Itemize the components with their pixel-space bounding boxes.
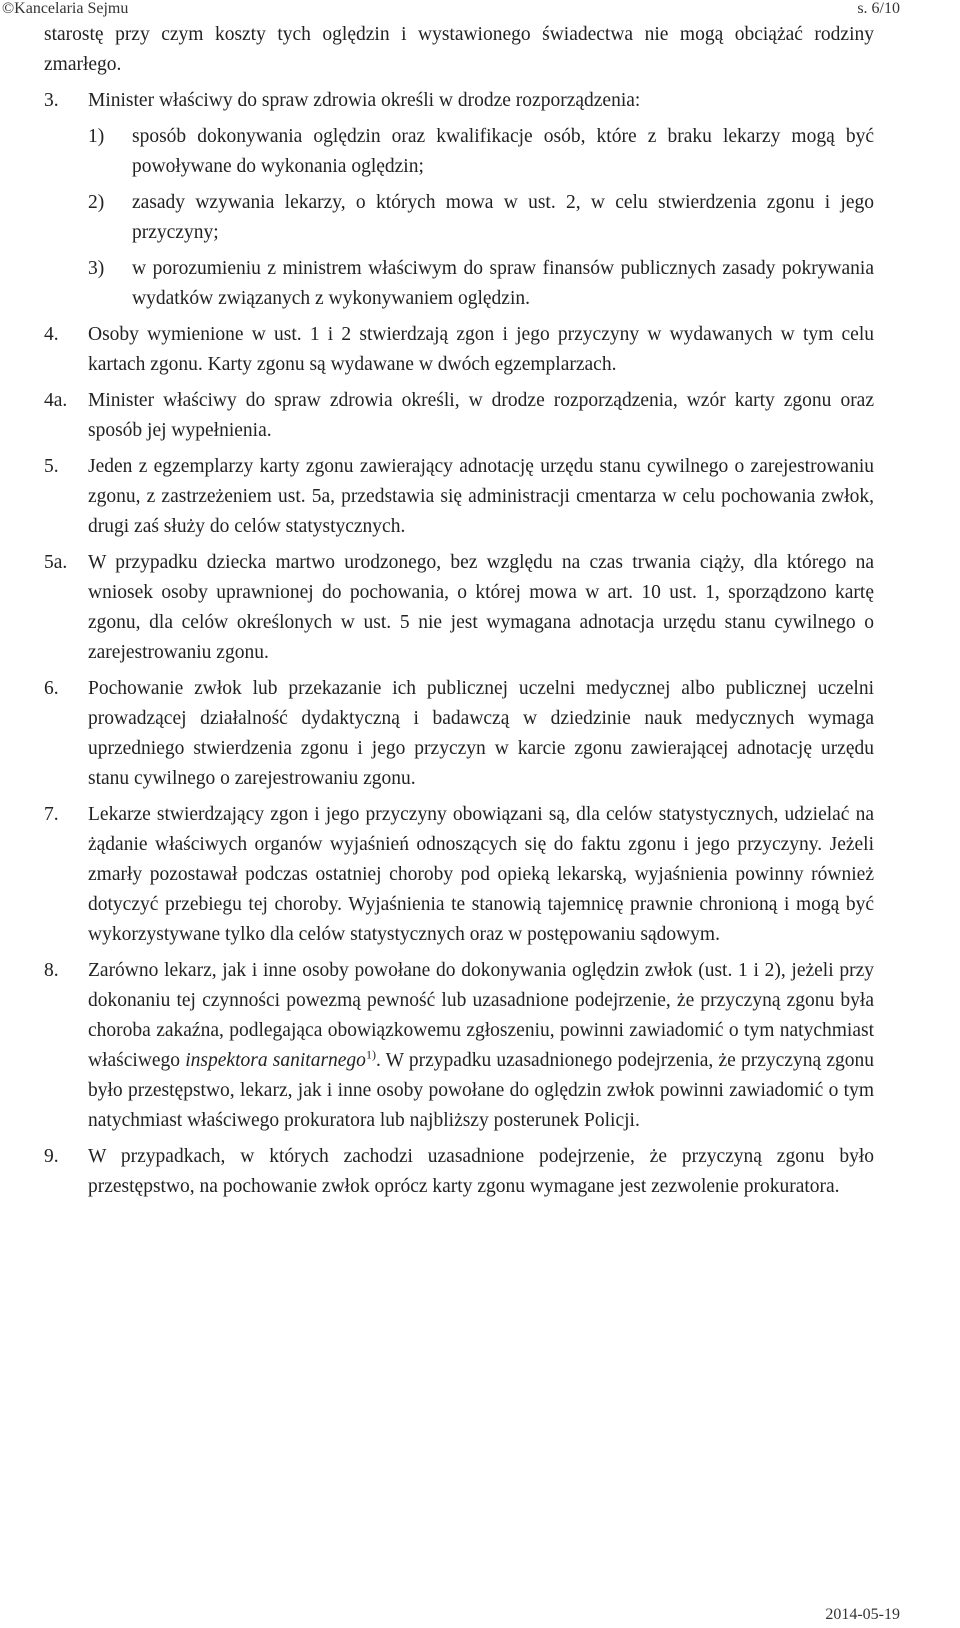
paragraph-3-item-2 <box>88 188 874 248</box>
paragraph-number: 5a. <box>44 552 68 573</box>
paragraph-text: Minister właściwy do spraw zdrowia określi w drodze rozporządzenia: <box>88 90 641 111</box>
item-text: zasady wzywania lekarzy, o których mowa w ust. 2, w celu stwierdzenia zgonu i jego przyczyny; <box>132 192 874 243</box>
item-text: sposób dokonywania oględzin oraz kwalifikacje osób, które z braku lekarzy mogą być powoływane do wykonania oględzin; <box>132 126 874 177</box>
item-number: 1) <box>88 126 105 147</box>
paragraph-number: 6. <box>44 678 59 699</box>
italic-term: inspektora sanitarnego <box>185 1050 366 1071</box>
paragraph-text: W przypadku dziecka martwo urodzonego, bez względu na czas trwania ciąży, dla którego na wniosek osoby uprawnionej do pochowania, o której mowa w art. 10 ust. 1, sporządzono kartę zgonu, dla celów określonych w ust. 5 nie jest wymagana adnotacja urzędu stanu cywilnego o zarejestrowaniu zgonu. <box>88 552 874 663</box>
paragraph-number: 4. <box>44 324 59 345</box>
paragraph-4a <box>44 386 874 446</box>
paragraph-text: Osoby wymienione w ust. 1 i 2 stwierdzają zgon i jego przyczyny w wydawanych w tym celu kartach zgonu. Karty zgonu są wydawane w dwóch egzemplarzach. <box>88 324 874 375</box>
document-body <box>44 20 874 1202</box>
paragraph-7 <box>44 800 874 950</box>
paragraph-8 <box>44 956 874 1136</box>
paragraph-5a <box>44 548 874 668</box>
paragraph-9 <box>44 1142 874 1202</box>
paragraph-text: Lekarze stwierdzający zgon i jego przyczyny obowiązani są, dla celów statystycznych, udzielać na żądanie właściwych organów wyjaśnień odnoszących się do faktu zgonu i jego przyczyny. Jeżeli zmarły pozostawał podczas ostatniej choroby pod opieką lekarską, wyjaśnienia powinny również dotyczyć przebiegu tej choroby. Wyjaśnienia te stanowią tajemnicę prawnie chronioną i mogą być wykorzystywane tylko dla celów statystycznych oraz w postępowaniu sądowym. <box>88 804 874 945</box>
page-number: s. 6/10 <box>857 0 900 17</box>
paragraph-text: Minister właściwy do spraw zdrowia określi, w drodze rozporządzenia, wzór karty zgonu oraz sposób jej wypełnienia. <box>88 390 874 441</box>
paragraph-3-item-3 <box>88 254 874 314</box>
item-number: 3) <box>88 258 105 279</box>
footer-date: 2014-05-19 <box>825 1606 900 1623</box>
paragraph-number: 5. <box>44 456 59 477</box>
footnote-ref[interactable]: 1) <box>365 1047 376 1062</box>
paragraph-number: 3. <box>44 90 59 111</box>
item-number: 2) <box>88 192 105 213</box>
copyright-label: ©Kancelaria Sejmu <box>2 0 129 17</box>
paragraph-text: Zarówno lekarz, jak i inne osoby powołane do dokonywania oględzin zwłok (ust. 1 i 2), jeżeli przy dokonaniu tej czynności powezmą pewność lub uzasadnione podejrzenie, że przyczyną zgonu była choroba zakaźna, podlegająca obowiązkowemu zgłoszeniu, powinni zawiadomić o tym natychmiast właściwego <box>88 960 874 1071</box>
paragraph-number: 9. <box>44 1146 59 1167</box>
paragraph-number: 4a. <box>44 390 68 411</box>
paragraph-3-item-1 <box>88 122 874 182</box>
paragraph-5 <box>44 452 874 542</box>
paragraph-text: Jeden z egzemplarzy karty zgonu zawierający adnotację urzędu stanu cywilnego o zarejestrowaniu zgonu, z zastrzeżeniem ust. 5a, przedstawia się administracji cmentarza w celu pochowania zwłok, drugi zaś służy do celów statystycznych. <box>88 456 874 537</box>
paragraph-number: 7. <box>44 804 59 825</box>
item-text: w porozumieniu z ministrem właściwym do spraw finansów publicznych zasady pokrywania wydatków związanych z wykonywaniem oględzin. <box>132 258 874 309</box>
paragraph-text: Pochowanie zwłok lub przekazanie ich publicznej uczelni medycznej albo publicznej uczelni prowadzącej działalność dydaktyczną i badawczą w dziedzinie nauk medycznych wymaga uprzedniego stwierdzenia zgonu i jego przyczyn w karcie zgonu zawierającej adnotację urzędu stanu cywilnego o zarejestrowaniu zgonu. <box>88 678 874 789</box>
paragraph-text-cont: . W przypadku uzasadnionego podejrzenia, że przyczyną zgonu było przestępstwo, lekarz, jak i inne osoby powołane do oględzin zwłok powinni zawiadomić o tym natychmiast właściwego prokuratora lub najbliższy posterunek Policji. <box>88 1050 874 1131</box>
paragraph-6 <box>44 674 874 794</box>
paragraph-3 <box>44 86 874 116</box>
paragraph-4 <box>44 320 874 380</box>
paragraph-text: W przypadkach, w których zachodzi uzasadnione podejrzenie, że przyczyną zgonu było przestępstwo, na pochowanie zwłok oprócz karty zgonu wymagane jest zezwolenie prokuratora. <box>88 1146 874 1197</box>
intro-paragraph: starostę przy czym koszty tych oględzin i wystawionego świadectwa nie mogą obciążać rodziny zmarłego. <box>44 24 874 75</box>
page-header <box>2 0 900 22</box>
paragraph-number: 8. <box>44 960 59 981</box>
